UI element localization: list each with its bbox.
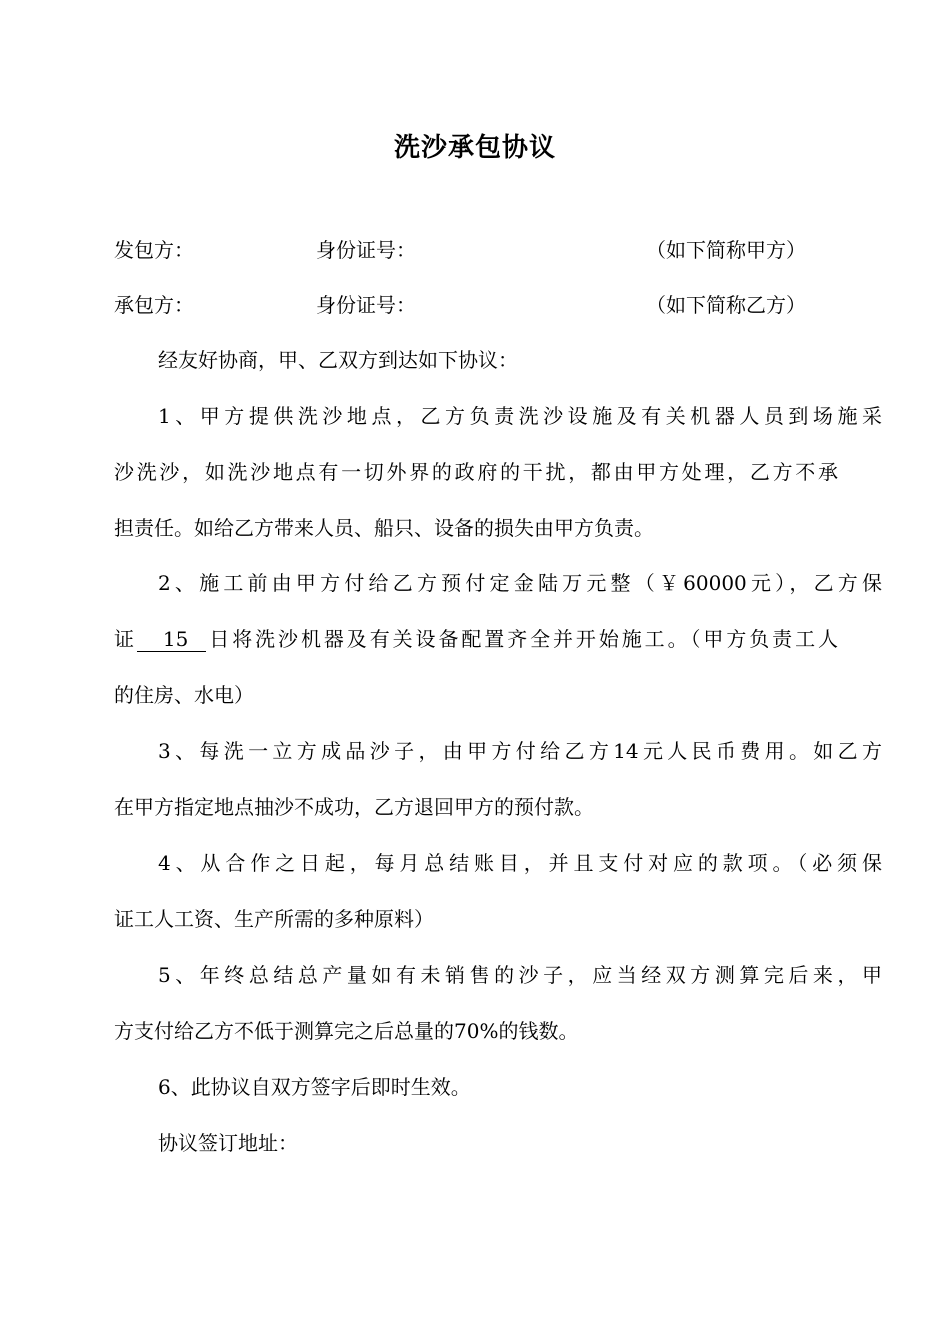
clause-3-line-1: 3、每洗一立方成品沙子，由甲方付给乙方14元人民币费用。如乙方 [158, 739, 882, 763]
party-b-alias: （如下简称乙方） [646, 293, 806, 317]
clause-2-line-2 [114, 619, 838, 659]
clause-5-line-2: 方支付给乙方不低于测算完之后总量的70%的钱数。 [114, 1019, 579, 1043]
party-a-id-label: 身份证号： [316, 238, 416, 262]
clause-2-days-blank: 15 [137, 627, 206, 652]
clause-4-line-1: 4、从合作之日起，每月总结账目，并且支付对应的款项。（必须保 [158, 851, 882, 875]
clause-2-suffix: 日将洗沙机器及有关设备配置齐全并开始施工。（甲方负责工人 [206, 627, 839, 651]
clause-1-line-3: 担责任。如给乙方带来人员、船只、设备的损失由甲方负责。 [114, 516, 654, 540]
clause-1-line-2: 沙洗沙，如洗沙地点有一切外界的政府的干扰，都由甲方处理，乙方不承 [114, 460, 838, 484]
clause-2-line-1: 2、施工前由甲方付给乙方预付定金陆万元整（￥60000元），乙方保 [158, 571, 882, 595]
clause-6: 6、此协议自双方签字后即时生效。 [158, 1075, 471, 1099]
intro-text: 经友好协商，甲、乙双方到达如下协议： [158, 348, 518, 372]
party-b-label: 承包方： [114, 293, 194, 317]
clause-5-line-1: 5、年终总结总产量如有未销售的沙子，应当经双方测算完后来，甲 [158, 963, 882, 987]
signing-address-label: 协议签订地址： [158, 1131, 298, 1155]
clause-1-line-1: 1、甲方提供洗沙地点，乙方负责洗沙设施及有关机器人员到场施采 [158, 404, 882, 428]
clause-2-prefix: 证 [114, 627, 137, 651]
party-a-label: 发包方： [114, 238, 194, 262]
party-a-row [114, 230, 838, 270]
document-title: 洗沙承包协议 [393, 133, 556, 163]
party-a-alias: （如下简称甲方） [646, 238, 806, 262]
party-b-id-label: 身份证号： [316, 293, 416, 317]
clause-2-line-3: 的住房、水电） [114, 683, 254, 707]
party-b-row [114, 285, 838, 325]
clause-4-line-2: 证工人工资、生产所需的多种原料） [114, 907, 434, 931]
clause-3-line-2: 在甲方指定地点抽沙不成功，乙方退回甲方的预付款。 [114, 795, 594, 819]
